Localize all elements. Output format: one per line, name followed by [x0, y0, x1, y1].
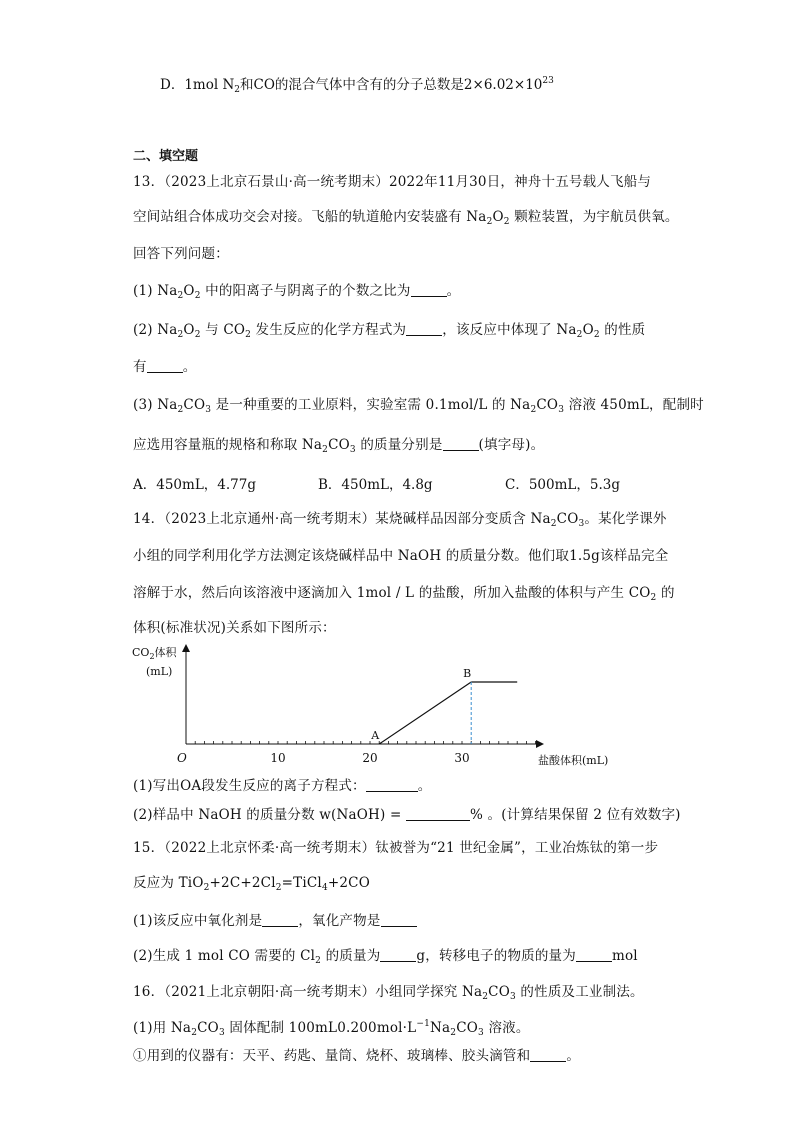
origin-label: O — [177, 751, 187, 765]
q16-line1: 16．（2021上北京朝阳·高一统考期末）小组同学探究 $Na_2CO_3$ 的性质及工业制法。 — [133, 984, 644, 1002]
q15-part1: (1)该反应中氧化剂是 ，氧化产物是 — [133, 912, 417, 930]
q13-line1: 13．（2023上北京石景山·高一统考期末）2022年11月30日，神舟十五号载人飞船与 — [133, 174, 652, 190]
answer-blank[interactable] — [576, 948, 612, 962]
x-tick-label: 10 — [270, 751, 286, 765]
q13-line3: 回答下列问题： — [133, 246, 229, 262]
series-segment — [379, 682, 471, 744]
q13-option-c[interactable]: C．500mL，5.3g — [505, 477, 620, 493]
answer-blank[interactable] — [530, 1048, 566, 1062]
q16-step1: ①用到的仪器有：天平、药匙、量筒、烧杯、玻璃棒、胶头滴管和 。 — [133, 1048, 581, 1064]
q13-part3-cont: 应选用容量瓶的规格和称取 $Na_2CO_3$ 的质量分别是 (填字母)。 — [133, 437, 545, 455]
q14-line2: 小组的同学利用化学方法测定该烧碱样品中 NaOH 的质量分数。他们取1.5g该样品完全 — [133, 548, 669, 564]
x-tick-label: 20 — [362, 751, 378, 765]
answer-blank[interactable] — [406, 807, 470, 821]
q15-part2: (2)生成 1 mol CO 需要的 $Cl_2$ 的质量为 g，转移电子的物质的量为 mol — [133, 948, 638, 966]
answer-blank[interactable] — [380, 948, 416, 962]
x-tick-labels — [270, 751, 469, 765]
answer-blank[interactable] — [411, 283, 447, 297]
q14-line1: 14．（2023上北京通州·高一统考期末）某烧碱样品因部分变质含 $Na_2CO_3$。某化学课外 — [133, 511, 667, 529]
q13-part1: (1) $Na_2O_2$ 中的阳离子与阴离子的个数之比为 。 — [133, 283, 461, 301]
answer-blank[interactable] — [443, 437, 479, 451]
point-label-a: A — [371, 729, 380, 742]
co2-volume-chart — [120, 640, 640, 772]
option-d: D．1mol $N_2$和CO的混合气体中含有的分子总数是$2\times 6.02\times 10^{23}$ — [160, 76, 554, 95]
q15-line2: 反应为 $TiO_2+2C+2Cl_2=TiCl_4+2CO$ — [133, 875, 370, 893]
q14-part2: (2)样品中 NaOH 的质量分数 w(NaOH) = % 。(计算结果保留 2 位有效数字) — [133, 807, 681, 823]
y-axis-label: $CO_2$体积 — [132, 646, 177, 661]
series-line — [379, 682, 517, 744]
answer-blank[interactable] — [147, 359, 183, 373]
answer-blank[interactable] — [381, 913, 417, 927]
answer-blank[interactable] — [406, 322, 442, 336]
q14-part1: (1)写出OA段发生反应的离子方程式： 。 — [133, 778, 432, 794]
x-tick-label: 30 — [454, 751, 470, 765]
answer-blank[interactable] — [366, 778, 418, 792]
q13-part2-cont: 有 。 — [133, 359, 197, 375]
q15-line1: 15．（2022上北京怀柔·高一统考期末）钛被誉为“21 世纪金属”，工业冶炼钛的第一步 — [133, 840, 659, 856]
q13-part2: (2) $Na_2O_2$ 与 $CO_2$ 发生反应的化学方程式为 ，该反应中体现了 $Na_2O_2$ 的性质 — [133, 322, 646, 340]
point-label-b: B — [463, 667, 472, 680]
point-labels — [370, 667, 471, 742]
q14-line3: 溶解于水，然后向该溶液中逐滴加入 1mol / L 的盐酸，所加入盐酸的体积与产生 $CO_2$ 的 — [133, 585, 675, 603]
x-axis-label: 盐酸体积(mL) — [538, 754, 609, 767]
q16-part1: (1)用 $Na_2CO_3$ 固体配制 $100mL0.200mol\cdot L^{-1}Na_2CO_3$ 溶液。 — [133, 1019, 530, 1038]
q13-option-b[interactable]: B．450mL，4.8g — [318, 477, 433, 493]
section-title: 二、填空题 — [133, 149, 199, 164]
q14-line4: 体积(标准状况)关系如下图所示： — [133, 620, 336, 636]
y-axis-unit: (mL) — [146, 665, 173, 678]
q13-option-a[interactable]: A．450mL，4.77g — [133, 477, 256, 493]
q13-line2: 空间站组合体成功交会对接。飞船的轨道舱内安装盛有 $Na_2O_2$ 颗粒装置，为宇航员供氧。 — [133, 209, 679, 227]
q13-part3: (3) $Na_2CO_3$ 是一种重要的工业原料，实验室需 0.1mol/L 的 $Na_2CO_3$ 溶液 450mL，配制时 — [133, 397, 704, 415]
answer-blank[interactable] — [262, 913, 298, 927]
